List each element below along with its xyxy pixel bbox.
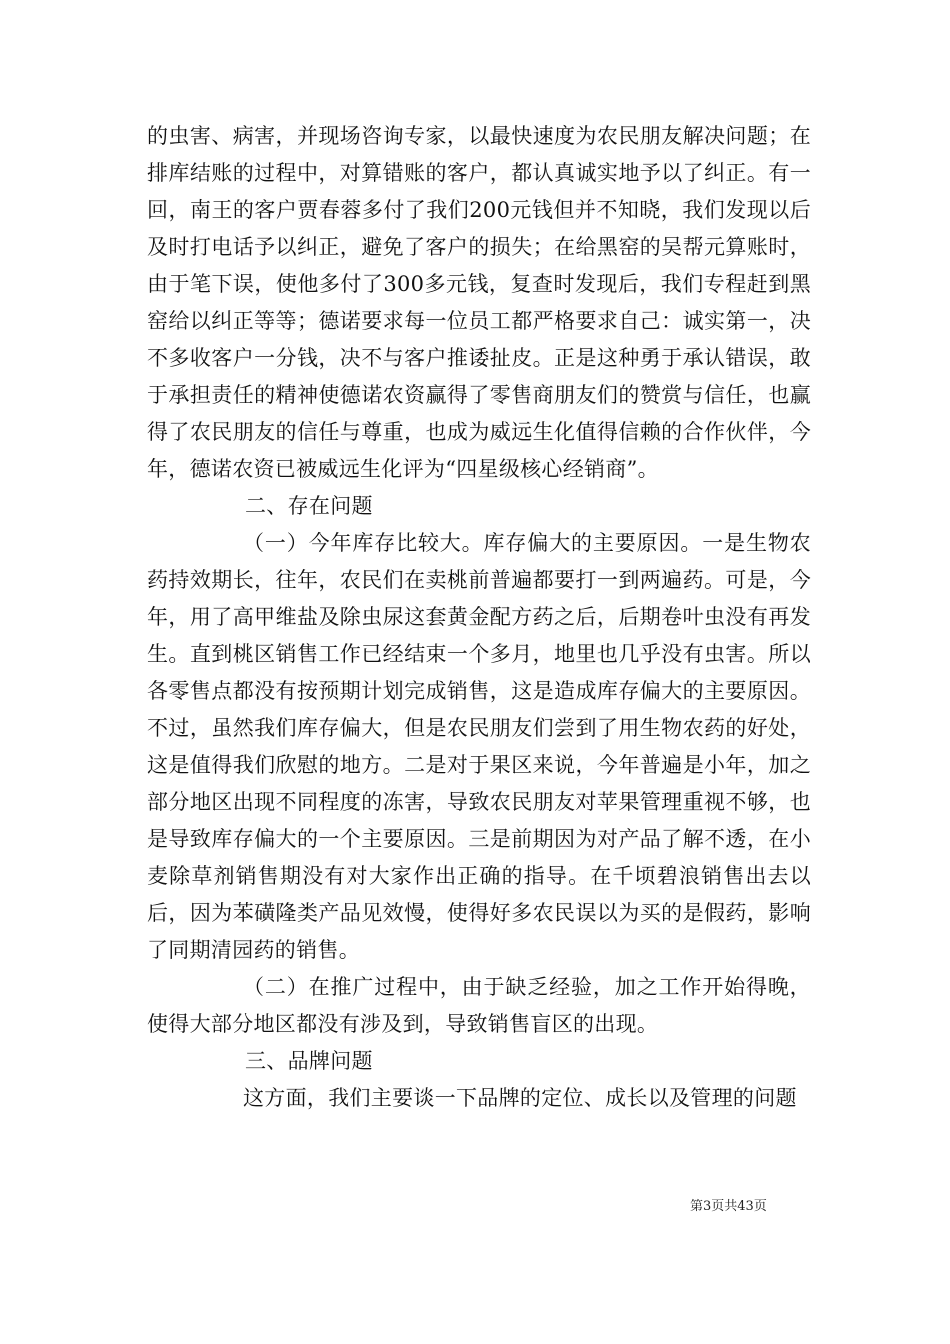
paragraph-integrity: 的虫害、病害，并现场咨询专家，以最快速度为农民朋友解决问题；在排库结账的过程中，对算错账的客户，都认真诚实地予以了纠正。有一回，南王的客户贾春蓉多付了我们200元钱但并不知晓，我们发现以后及时打电话予以纠正，避免了客户的损失；在给黑窑的吴帮元算账时，由于笔下误，使他多付了300多元钱，复查时发现后，我们专程赶到黑窑给以纠正等等；德诺要求每一位员工都严格要求自己：诚实第一，决不多收客户一分钱，决不与客户推诿扯皮。正是这种勇于承认错误，敢于承担责任的精神使德诺农资赢得了零售商朋友们的赞赏与信任，也赢得了农民朋友的信任与尊重，也成为威远生化值得信赖的合作伙伴，今年，德诺农资已被威远生化评为“四星级核心经销商”。 — [147, 124, 811, 481]
page-number: 第3页共43页 — [690, 1199, 767, 1214]
paragraph-brand-intro: 这方面，我们主要谈一下品牌的定位、成长以及管理的问题 — [243, 1086, 797, 1110]
page-footer — [690, 1198, 820, 1216]
paragraph-promotion: （二）在推广过程中，由于缺乏经验，加之工作开始得晚，使得大部分地区都没有涉及到，导致销售盲区的出现。 — [147, 975, 811, 1036]
document-body — [147, 118, 811, 1117]
paragraph-inventory: （一）今年库存比较大。库存偏大的主要原因。一是生物农药持效期长，往年，农民们在卖桃前普遍都要打一到两遍药。可是，今年，用了高甲维盐及除虫尿这套黄金配方药之后，后期卷叶虫没有再发生。直到桃区销售工作已经结束一个多月，地里也几乎没有虫害。所以各零售点都没有按预期计划完成销售，这是造成库存偏大的主要原因。不过，虽然我们库存偏大，但是农民朋友们尝到了用生物农药的好处，这是值得我们欣慰的地方。二是对于果区来说，今年普遍是小年，加之部分地区出现不同程度的冻害，导致农民朋友对苹果管理重视不够，也是导致库存偏大的一个主要原因。三是前期因为对产品了解不透，在小麦除草剂销售期没有对大家作出正确的指导。在千顷碧浪销售出去以后，因为苯磺隆类产品见效慢，使得好多农民误以为买的是假药，影响了同期清园药的销售。 — [147, 531, 811, 962]
section-heading-brand: 三、品牌问题 — [245, 1049, 373, 1073]
section-heading-problems: 二、存在问题 — [245, 494, 373, 518]
